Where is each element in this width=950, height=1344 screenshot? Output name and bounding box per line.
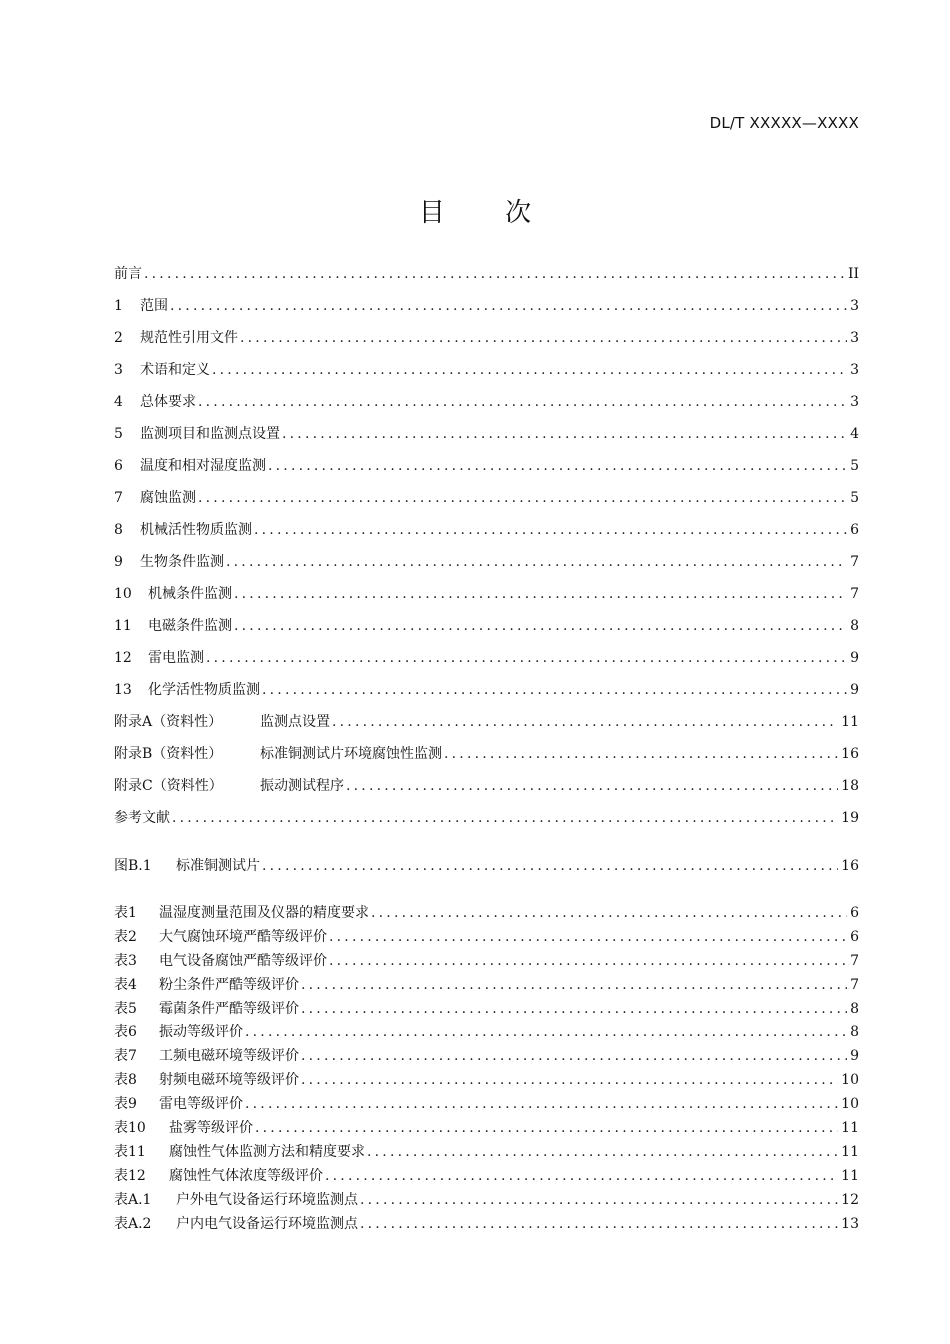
toc-entry-number: 4 (114, 394, 123, 410)
dot-leader (329, 926, 847, 950)
toc-table-entry[interactable] (114, 1213, 859, 1237)
dot-leader (282, 418, 847, 450)
toc-entry-number: 表6 (114, 1024, 137, 1041)
toc-entry-number: 7 (114, 490, 123, 506)
dot-leader (332, 706, 838, 738)
dot-leader (301, 1069, 838, 1093)
toc-entry[interactable] (114, 418, 859, 450)
dot-leader (245, 1093, 838, 1117)
dot-leader (172, 802, 838, 834)
toc-entry-label: 腐蚀监测 (140, 490, 196, 506)
toc-table-entry[interactable] (114, 1117, 859, 1141)
toc-entry[interactable] (114, 738, 859, 770)
toc-table-entry[interactable] (114, 1021, 859, 1045)
toc-entry[interactable] (114, 674, 859, 706)
toc-entry-page: 9 (850, 650, 859, 666)
dot-leader (329, 950, 847, 974)
dot-leader (360, 1189, 838, 1213)
toc-entry-number: 8 (114, 522, 123, 538)
toc-entry-label: 规范性引用文件 (140, 330, 238, 346)
toc-entry-label: 霉菌条件严酷等级评价 (159, 1000, 299, 1017)
toc-figure-entry[interactable] (114, 850, 859, 882)
toc-table-entry[interactable] (114, 1093, 859, 1117)
toc-table-entry[interactable] (114, 1141, 859, 1165)
toc-entry-page: 7 (850, 952, 859, 969)
toc-entry-number: 9 (114, 554, 123, 570)
toc-entry-page: 5 (850, 458, 859, 474)
dot-leader (144, 258, 845, 290)
toc-entry-label: 户外电气设备运行环境监测点 (176, 1191, 358, 1208)
toc-entry-page: 7 (850, 586, 859, 602)
toc-entry-number: 表11 (114, 1143, 146, 1160)
toc-entry-label: 机械条件监测 (148, 586, 232, 602)
toc-entry-label: 温度和相对湿度监测 (140, 458, 266, 474)
toc-entry[interactable] (114, 258, 859, 290)
dot-leader (301, 1045, 847, 1069)
toc-entry-number: 1 (114, 298, 123, 314)
toc-entry-label: 腐蚀性气体监测方法和精度要求 (169, 1143, 365, 1160)
toc-entry-number: 表4 (114, 976, 137, 993)
toc-entry-page: 11 (841, 1143, 859, 1160)
toc-entry-page: II (847, 266, 859, 282)
toc-entry-page: 7 (850, 976, 859, 993)
toc-entry[interactable] (114, 770, 859, 802)
toc-entry-label: 标准铜测试片环境腐蚀性监测 (260, 746, 442, 762)
dot-leader (234, 610, 847, 642)
dot-leader (262, 674, 847, 706)
toc-entry-label: 机械活性物质监测 (140, 522, 252, 538)
toc-title: 目 次 (418, 198, 558, 228)
dot-leader (254, 514, 847, 546)
toc-table-entry[interactable] (114, 1189, 859, 1213)
dot-leader (170, 290, 847, 322)
toc-entry-label: 标准铜测试片 (176, 858, 260, 874)
dot-leader (198, 386, 847, 418)
toc-entry-label: 雷电等级评价 (159, 1096, 243, 1113)
toc-entry-page: 11 (841, 1120, 859, 1137)
dot-leader (301, 998, 847, 1022)
toc-table-entry[interactable] (114, 950, 859, 974)
toc-entry-number: 6 (114, 458, 123, 474)
toc-entry-page: 8 (850, 618, 859, 634)
toc-entry-number: 表2 (114, 928, 137, 945)
toc-entry-page: 6 (850, 522, 859, 538)
toc-entry-label: 监测项目和监测点设置 (140, 426, 280, 442)
toc-entry-number: 图B.1 (114, 858, 152, 874)
document-code: DL/T XXXXX—XXXX (709, 114, 859, 132)
toc-table-entry[interactable] (114, 1165, 859, 1189)
toc-entry-page: 11 (841, 1167, 859, 1184)
toc-entry-label: 总体要求 (140, 394, 196, 410)
toc-entry[interactable] (114, 610, 859, 642)
toc-entry-number: 附录A（资料性） (114, 714, 223, 730)
toc-entry-number: 表7 (114, 1048, 137, 1065)
toc-section-list (114, 258, 859, 834)
toc-entry-page: 10 (841, 1096, 859, 1113)
toc-entry-number: 10 (114, 586, 132, 602)
toc-entry-number: 附录B（资料性） (114, 746, 223, 762)
toc-entry-label: 户内电气设备运行环境监测点 (176, 1215, 358, 1232)
dot-leader (198, 482, 847, 514)
toc-entry-label: 范围 (140, 298, 168, 314)
toc-entry[interactable] (114, 354, 859, 386)
toc-entry-label: 温湿度测量范围及仪器的精度要求 (159, 905, 369, 921)
toc-entry-label: 工频电磁环境等级评价 (159, 1048, 299, 1065)
toc-table-entry[interactable] (114, 902, 859, 926)
dot-leader (301, 974, 847, 998)
toc-entry-label: 振动等级评价 (159, 1024, 243, 1041)
toc-figure-list (114, 850, 859, 882)
toc-entry-page: 16 (841, 746, 859, 762)
toc-entry-label: 振动测试程序 (260, 778, 344, 794)
toc-entry-number: 12 (114, 650, 132, 666)
toc-entry-label: 粉尘条件严酷等级评价 (159, 976, 299, 993)
toc-entry-page: 8 (850, 1024, 859, 1041)
dot-leader (234, 578, 847, 610)
toc-table-entry[interactable] (114, 1045, 859, 1069)
toc-entry-number: 表10 (114, 1120, 146, 1137)
toc-entry-label: 腐蚀性气体浓度等级评价 (169, 1167, 323, 1184)
toc-entry-number: 表1 (114, 905, 137, 921)
toc-entry[interactable] (114, 514, 859, 546)
toc-entry-number: 5 (114, 426, 123, 442)
toc-entry-label: 前言 (114, 266, 142, 282)
toc-table-entry[interactable] (114, 1069, 859, 1093)
toc-entry-number: 表12 (114, 1167, 146, 1184)
dot-leader (268, 450, 847, 482)
toc-entry-label: 生物条件监测 (140, 554, 224, 570)
toc-entry-label: 射频电磁环境等级评价 (159, 1072, 299, 1089)
toc-entry-number: 2 (114, 330, 123, 346)
toc-entry-page: 10 (841, 1072, 859, 1089)
toc-entry-label: 雷电监测 (148, 650, 204, 666)
dot-leader (367, 1141, 838, 1165)
toc-entry-number: 表3 (114, 952, 137, 969)
toc-entry-number: 3 (114, 362, 123, 378)
toc-entry-page: 16 (841, 858, 859, 874)
toc-entry[interactable] (114, 450, 859, 482)
toc-table-entry[interactable] (114, 998, 859, 1022)
dot-leader (206, 642, 847, 674)
toc-entry-page: 7 (850, 554, 859, 570)
dot-leader (346, 770, 838, 802)
dot-leader (245, 1021, 847, 1045)
toc-table-entry[interactable] (114, 926, 859, 950)
toc-entry-label: 盐雾等级评价 (169, 1120, 253, 1137)
toc-entry-page: 5 (850, 490, 859, 506)
toc-entry-label: 电磁条件监测 (148, 618, 232, 634)
toc-entry[interactable] (114, 578, 859, 610)
toc-entry-number: 表5 (114, 1000, 137, 1017)
dot-leader (262, 850, 838, 882)
toc-entry-page: 9 (850, 1048, 859, 1065)
toc-entry[interactable] (114, 290, 859, 322)
toc-table-entry[interactable] (114, 974, 859, 998)
toc-entry[interactable] (114, 642, 859, 674)
toc-entry-page: 6 (850, 905, 859, 921)
toc-entry[interactable] (114, 802, 859, 834)
toc-entry-page: 6 (850, 928, 859, 945)
toc-entry-page: 8 (850, 1000, 859, 1017)
toc-entry[interactable] (114, 706, 859, 738)
toc-table-list (114, 902, 859, 1236)
toc-entry-number: 表A.2 (114, 1215, 152, 1232)
toc-entry[interactable] (114, 322, 859, 354)
toc-entry-page: 4 (850, 426, 859, 442)
toc-entry[interactable] (114, 386, 859, 418)
toc-entry-page: 3 (850, 298, 859, 314)
toc-entry-page: 13 (841, 1215, 859, 1232)
dot-leader (371, 902, 847, 926)
toc-entry-page: 3 (850, 362, 859, 378)
dot-leader (240, 322, 847, 354)
dot-leader (325, 1165, 838, 1189)
toc-entry-number: 表9 (114, 1096, 137, 1113)
toc-entry-page: 9 (850, 682, 859, 698)
toc-entry-page: 12 (841, 1191, 859, 1208)
toc-entry-label: 监测点设置 (260, 714, 330, 730)
toc-entry-page: 3 (850, 330, 859, 346)
toc-entry-number: 表A.1 (114, 1191, 152, 1208)
toc-entry-label: 参考文献 (114, 810, 170, 826)
toc-entry-label: 电气设备腐蚀严酷等级评价 (159, 952, 327, 969)
toc-entry-page: 19 (841, 810, 859, 826)
toc-entry-page: 18 (841, 778, 859, 794)
toc-entry-label: 化学活性物质监测 (148, 682, 260, 698)
dot-leader (212, 354, 847, 386)
dot-leader (444, 738, 838, 770)
toc-entry-page: 3 (850, 394, 859, 410)
dot-leader (226, 546, 847, 578)
toc-entry[interactable] (114, 482, 859, 514)
toc-entry-page: 11 (841, 714, 859, 730)
toc-entry-number: 13 (114, 682, 132, 698)
dot-leader (360, 1213, 838, 1237)
toc-entry-number: 表8 (114, 1072, 137, 1089)
toc-entry-label: 术语和定义 (140, 362, 210, 378)
toc-entry-number: 11 (114, 618, 132, 634)
toc-entry[interactable] (114, 546, 859, 578)
toc-entry-number: 附录C（资料性） (114, 778, 223, 794)
toc-entry-label: 大气腐蚀环境严酷等级评价 (159, 928, 327, 945)
dot-leader (255, 1117, 838, 1141)
